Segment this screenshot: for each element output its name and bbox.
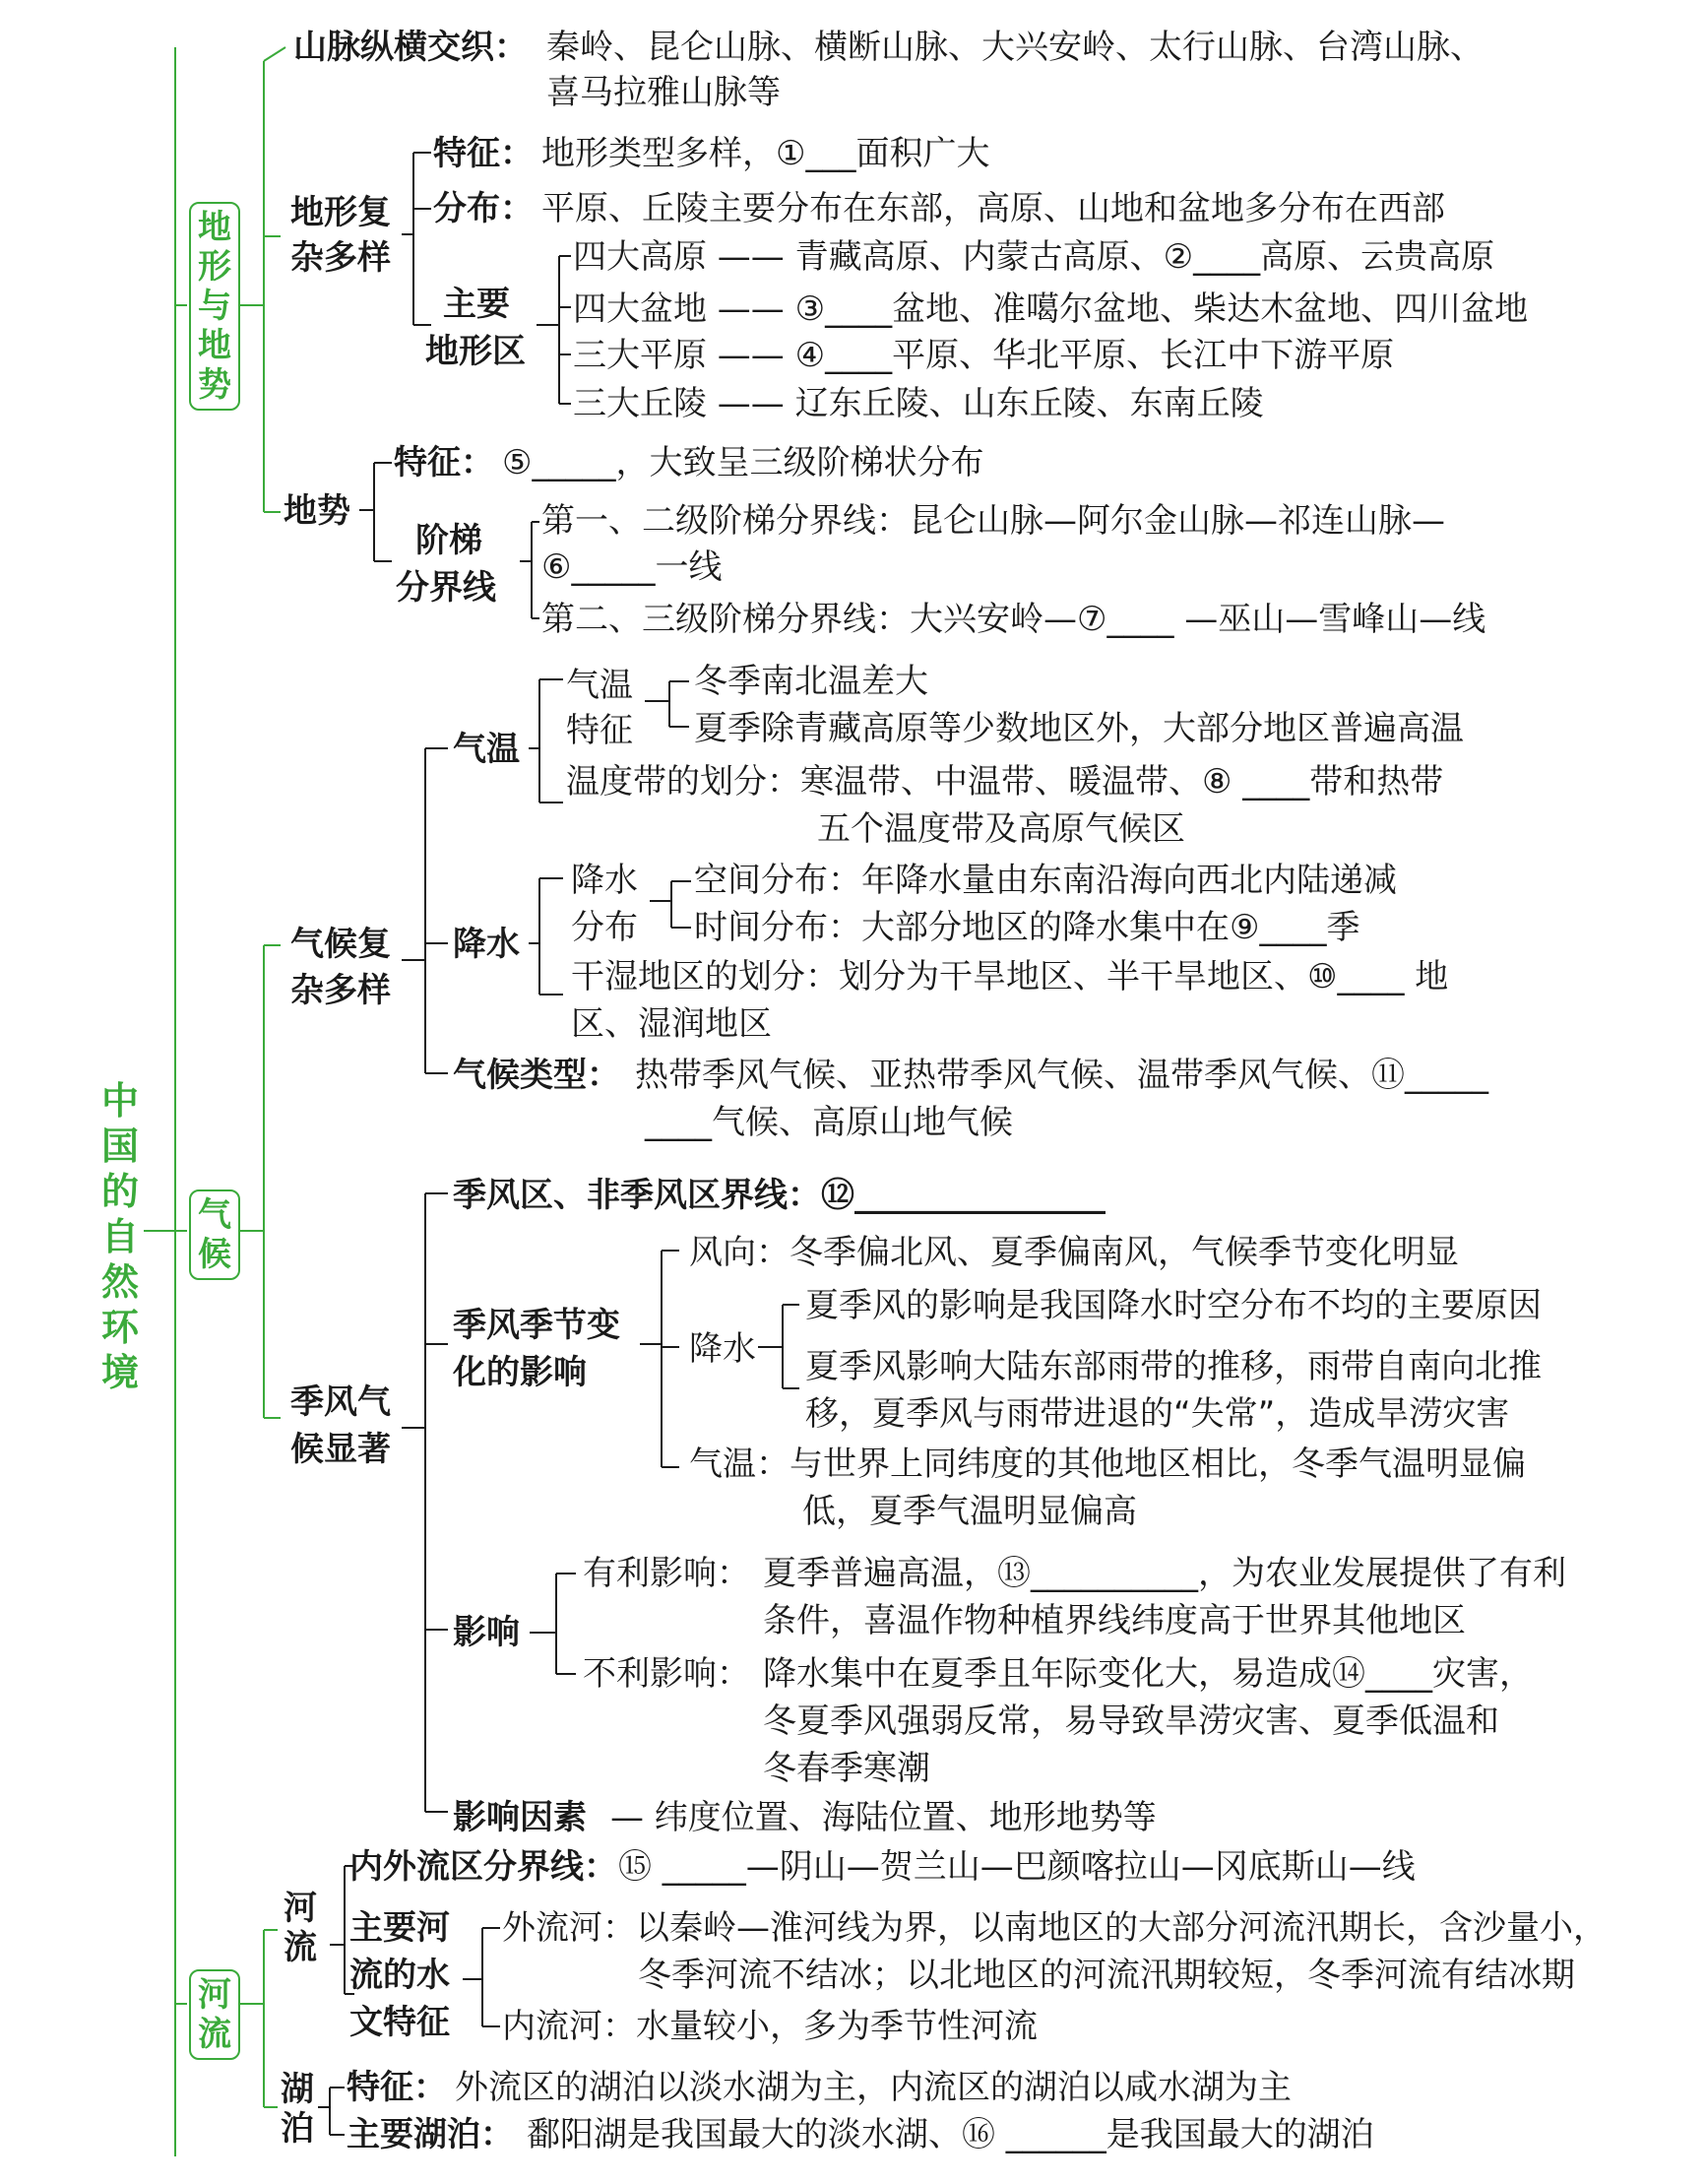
category-char: 河 [198,1975,231,2015]
root-char: 中 [100,1079,139,1123]
inner-outer-label: 内外流区分界线： [349,1847,617,1887]
major-lake-text: 鄱阳湖是我国最大的淡水湖、⑯ ______是我国最大的湖泊 [527,2115,1374,2154]
terrain-complex-label: 杂多样 [290,238,391,278]
precip-time-text: 时间分布：大部分地区的降水集中在⑨____季 [694,908,1360,947]
precip-dist-label: 降水 [571,861,638,900]
category-terrain-box [189,202,240,411]
interior-river-text: 内流河：水量较小，多为季节性河流 [502,2007,1038,2046]
good-impact-label: 有利影响： [583,1554,750,1593]
lake-label [278,2070,317,2149]
impact-label: 影响 [453,1613,520,1652]
temp-zones-text: 温度带的划分：寒温带、中温带、暖温带、⑧ ____带和热带 [566,762,1444,802]
river-char: 河 [284,1889,317,1928]
category-char: 地 [198,208,231,247]
temp2-text: 气温：与世界上同纬度的其他地区相比，冬季气温明显偏 [689,1445,1526,1484]
rain-label: 降水 [689,1329,756,1369]
root-title [96,1078,144,1395]
factors-label: 影响因素 [453,1798,587,1837]
category-char: 与 [198,287,231,326]
rain-text: 夏季风影响大陆东部雨带的推移，雨带自南向北推 [805,1347,1542,1386]
major-terrain-label: 主要 [443,285,510,324]
exterior-river-text: 冬季河流不结冰；以北地区的河流汛期较短，冬季河流有结冰期 [638,1956,1575,1995]
step12-text: 第一、二级阶梯分界线：昆仑山脉—阿尔金山脉—祁连山脉— [541,501,1445,541]
major-lake-label: 主要湖泊： [347,2115,514,2154]
lake-char: 湖 [281,2070,314,2109]
root-char: 的 [100,1170,139,1213]
climate-complex-label: 杂多样 [290,971,391,1010]
temp2-text: 低，夏季气温明显偏高 [802,1492,1137,1531]
step23-text: 第二、三级阶梯分界线：大兴安岭—⑦____ —巫山—雪峰山—线 [541,600,1486,639]
river-char: 流 [284,1928,317,1967]
slope-feature-text: ⑤_____，大致呈三级阶梯状分布 [502,443,984,482]
dry-wet-text: 干湿地区的划分：划分为干旱地区、半干旱地区、⑩____ 地 [571,957,1449,996]
category-char: 气 [198,1195,231,1235]
monsoon-label: 季风气 [290,1382,391,1422]
temp-summer-text: 夏季除青藏高原等少数地区外，大部分地区普遍高温 [694,709,1464,748]
category-river-box [189,1969,240,2060]
mountains-text: 秦岭、昆仑山脉、横断山脉、大兴安岭、太行山脉、台湾山脉、 [546,28,1484,67]
temp-zones-text: 五个温度带及高原气候区 [817,809,1185,849]
plain-text: 三大平原 —— ④____平原、华北平原、长江中下游平原 [573,336,1395,375]
slope-feature-label: 特征： [394,443,494,482]
mountains-label: 山脉纵横交织： [293,28,528,67]
temp-label: 气温 [453,730,520,769]
bad-impact-text: 冬夏季风强弱反常，易导致旱涝灾害、夏季低温和 [763,1702,1499,1741]
step-boundary-label: 阶梯 [415,521,482,560]
step-boundary-label: 分界线 [396,568,496,608]
rain-text: 移，夏季风与雨带进退的“失常”，造成旱涝灾害 [805,1394,1510,1434]
factors-text: — 纬度位置、海陆位置、地形地势等 [610,1798,1157,1837]
good-impact-text: 夏季普遍高温，⑬__________，为农业发展提供了有利 [763,1554,1566,1593]
root-char: 境 [100,1351,139,1394]
dry-wet-text: 区、湿润地区 [571,1004,772,1044]
bad-impact-label: 不利影响： [583,1654,750,1694]
lake-feature-text: 外流区的湖泊以淡水湖为主，内流区的湖泊以咸水湖为主 [455,2068,1292,2107]
precip-space-text: 空间分布：年降水量由东南沿海向西北内陆递减 [694,861,1397,900]
bad-impact-text: 冬春季寒潮 [763,1749,930,1788]
category-char: 势 [198,365,231,405]
slope-label: 地势 [284,491,350,531]
hydro-label: 主要河 [349,1908,450,1948]
bad-impact-text: 降水集中在夏季且年际变化大，易造成⑭____灾害， [763,1654,1533,1694]
lake-feature-label: 特征： [347,2068,447,2107]
root-char: 国 [100,1124,139,1168]
terrain-complex-label: 地形复 [290,193,391,232]
hill-text: 三大丘陵 —— 辽东丘陵、山东丘陵、东南丘陵 [573,384,1264,423]
hydro-label: 文特征 [349,2003,450,2042]
exterior-river-text: 外流河：以秦岭—淮河线为界，以南地区的大部分河流汛期长，含沙量小， [502,1908,1607,1948]
terrain-feature-label: 特征： [433,134,534,173]
plateau-text: 四大高原 —— 青藏高原、内蒙古高原、②____高原、云贵高原 [573,237,1495,277]
temp-winter-text: 冬季南北温差大 [694,662,928,701]
season-impact-label: 化的影响 [453,1353,587,1392]
terrain-distribution-label: 分布： [433,189,534,228]
root-char: 然 [100,1260,139,1304]
step12-text: ⑥_____一线 [541,547,723,587]
monsoon-label: 候显著 [290,1430,391,1469]
hydro-label: 流的水 [349,1956,450,1995]
basin-text: 四大盆地 —— ③____盆地、准噶尔盆地、柴达木盆地、四川盆地 [573,289,1529,329]
category-char: 形 [198,247,231,287]
season-impact-label: 季风季节变 [453,1306,620,1345]
precip-label: 降水 [453,925,520,964]
climate-types-text: ____气候、高原山地气候 [645,1103,1013,1142]
category-char: 流 [198,2015,231,2054]
terrain-distribution-text: 平原、丘陵主要分布在东部，高原、山地和盆地多分布在西部 [541,189,1445,228]
temp-feature-label: 特征 [566,711,633,750]
root-char: 环 [100,1306,139,1349]
terrain-feature-text: 地形类型多样，①___面积广大 [541,134,990,173]
category-climate-box [189,1189,240,1280]
precip-dist-label: 分布 [571,908,638,947]
root-char: 自 [100,1215,139,1258]
mountains-text: 喜马拉雅山脉等 [546,73,781,112]
river-label [281,1889,320,1967]
rain-text: 夏季风的影响是我国降水时空分布不均的主要原因 [805,1286,1542,1325]
lake-char: 泊 [281,2109,314,2149]
category-char: 候 [198,1235,231,1274]
category-char: 地 [198,326,231,365]
wind-text: 风向：冬季偏北风、夏季偏南风，气候季节变化明显 [689,1233,1459,1272]
temp-feature-label: 气温 [566,666,633,705]
climate-types-label: 气候类型： [453,1056,620,1095]
climate-types-text: 热带季风气候、亚热带季风气候、温带季风气候、⑪_____ [635,1056,1488,1095]
good-impact-text: 条件，喜温作物种植界线纬度高于世界其他地区 [763,1601,1466,1640]
major-terrain-label: 地形区 [425,332,526,371]
climate-complex-label: 气候复 [290,925,391,964]
inner-outer-text: ⑮ _____—阴山—贺兰山—巴颜喀拉山—冈底斯山—线 [618,1847,1416,1887]
monsoon-boundary-text: 季风区、非季风区界线：⑫_______________ [453,1176,1106,1215]
